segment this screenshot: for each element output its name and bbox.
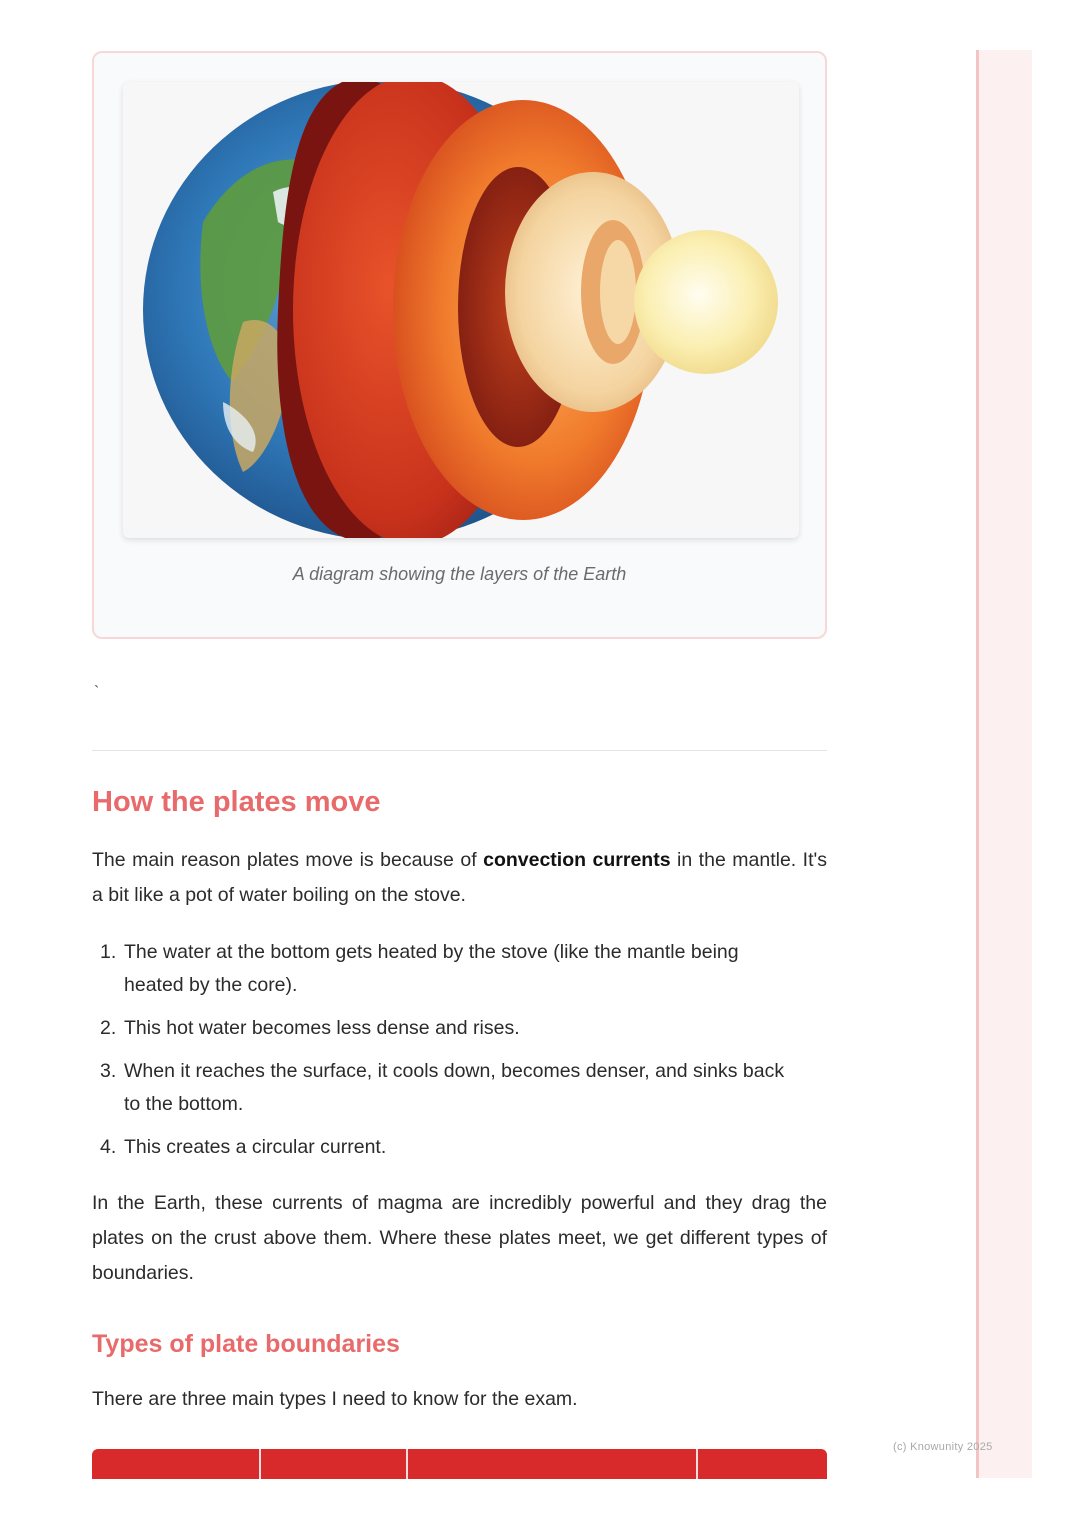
list-number: 2. bbox=[100, 1017, 117, 1039]
subsection-heading: Types of plate boundaries bbox=[92, 1330, 400, 1358]
intro-text-bold: convection currents bbox=[483, 849, 671, 871]
list-number: 1. bbox=[100, 941, 117, 963]
list-text: When it reaches the surface, it cools down, becomes denser, and sinks back to the bottom. bbox=[124, 1060, 785, 1115]
stray-mark: ` bbox=[94, 684, 100, 701]
intro-text-before: The main reason plates move is because of bbox=[92, 849, 484, 871]
list-number: 3. bbox=[100, 1060, 117, 1082]
margin-strip bbox=[976, 50, 1032, 1478]
table-header-cell bbox=[92, 1449, 261, 1479]
list-text: This creates a circular current. bbox=[124, 1136, 387, 1158]
list-item bbox=[100, 936, 800, 1002]
list-item bbox=[100, 1131, 800, 1164]
figure-image bbox=[123, 82, 799, 538]
section-heading: How the plates move bbox=[92, 786, 381, 818]
list-item bbox=[100, 1055, 800, 1121]
table-header-cell bbox=[261, 1449, 408, 1479]
intro-text-after: in the mantle. It's a bit like a pot of water boiling on the stove. bbox=[92, 849, 827, 906]
table-header-cell bbox=[408, 1449, 698, 1479]
earth-layers-illustration-icon bbox=[123, 82, 799, 538]
outro-paragraph: In the Earth, these currents of magma are incredibly powerful and they drag the plates on the crust above them. Where these plates meet, we get different types of boundaries. bbox=[92, 1192, 827, 1284]
intro-paragraph bbox=[92, 843, 827, 913]
list-text: The water at the bottom gets heated by the stove (like the mantle being heated by the core). bbox=[124, 941, 739, 996]
subsection-intro: There are three main types I need to know for the exam. bbox=[92, 1388, 578, 1410]
list-item bbox=[100, 1012, 800, 1045]
boundaries-table-header bbox=[92, 1449, 827, 1479]
list-text: This hot water becomes less dense and rises. bbox=[124, 1017, 520, 1039]
section-divider bbox=[92, 750, 827, 751]
list-number: 4. bbox=[100, 1136, 117, 1158]
convection-steps-list bbox=[100, 936, 800, 1174]
figure-caption: A diagram showing the layers of the Earth bbox=[292, 564, 627, 584]
table-header-cell bbox=[698, 1449, 827, 1479]
copyright-text: (c) Knowunity 2025 bbox=[893, 1441, 993, 1453]
figure-card bbox=[92, 51, 827, 639]
